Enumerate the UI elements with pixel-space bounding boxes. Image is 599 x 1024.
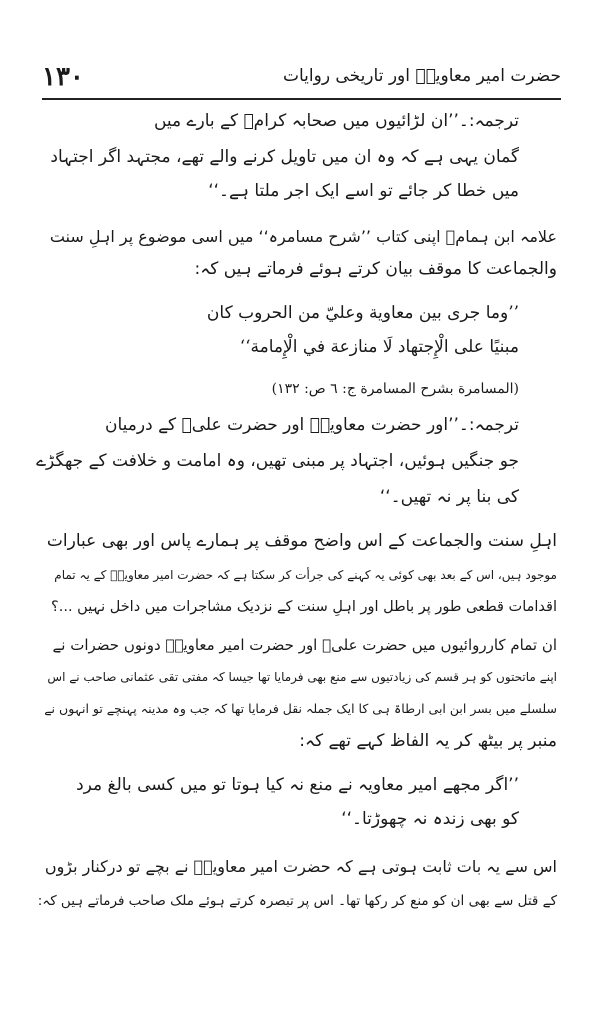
body-line: گمان یہی ہے کہ وہ ان میں تاویل کرنے والے تھے، مجتہد اگر اجتہاد <box>50 147 519 167</box>
body-line: اقدامات قطعی طور پر باطل اور اہلِ سنت کے نزدیک مشاجرات میں داخل نہیں ...؟ <box>51 599 557 615</box>
body-line: کو بھی زندہ نہ چھوڑتا۔‘‘ <box>341 809 519 829</box>
running-title: حضرت امیر معاویہؓ اور تاریخی روایات <box>282 66 561 86</box>
body-line: کے قتل سے بھی ان کو منع کر رکھا تھا۔ اس پر تبصرہ کرتے ہوئے ملک صاحب فرماتے ہیں کہ: <box>37 893 557 909</box>
page-number: ١٣٠ <box>42 62 84 92</box>
body-line: ’’اگر مجھے امیر معاویہ نے منع نہ کیا ہوتا تو میں کسی بالغ مرد <box>76 775 519 795</box>
body-line: علامہ ابن ہمامؒ اپنی کتاب ’’شرح مسامرہ‘‘ میں اسی موضوع پر اہلِ سنت <box>49 227 557 246</box>
body-line: ترجمہ:۔’’ان لڑائیوں میں صحابہ کرامؓ کے بارے میں <box>153 111 519 131</box>
body-line: میں خطا کر جائے تو اسے ایک اجر ملتا ہے۔‘‘ <box>208 181 519 201</box>
citation: (المسامرة بشرح المسامرة ج: ٦ ص: ١٣٢) <box>271 381 519 397</box>
body-line: موجود ہیں، اس کے بعد بھی کوئی یہ کہنے کی جرأت کر سکتا ہے کہ حضرت امیر معاویہؓ کے یہ تمام <box>54 568 557 582</box>
body-line: اس سے یہ بات ثابت ہوتی ہے کہ حضرت امیر معاویہؓ نے بچے تو درکنار بڑوں <box>44 857 557 876</box>
body-line: سلسلے میں بسر ابن ابی ارطاۃ ہی کا ایک جملہ نقل فرمایا تھا کہ جب وہ مدینہ پہنچے تو انہوں نے <box>44 701 557 716</box>
body-line: منبر پر بیٹھ کر یہ الفاظ کہے تھے کہ: <box>299 731 557 751</box>
body-line: اہلِ سنت والجماعت کے اس واضح موقف پر ہمارے پاس اور بھی عبارات <box>46 531 557 551</box>
body-line: والجماعت کا موقف بیان کرتے ہوئے فرماتے ہیں کہ: <box>194 259 557 279</box>
body-line: ان تمام کارروائیوں میں حضرت علیؓ اور حضرت امیر معاویہؓ دونوں حضرات نے <box>52 636 557 654</box>
body-line: کی بنا پر نہ تھیں۔‘‘ <box>379 487 519 507</box>
arabic-quote-line: مبنيًا على الْإِجتهاد لَا منازعة في الْإِمامة‘‘ <box>239 337 519 357</box>
body-line: جو جنگیں ہوئیں، اجتہاد پر مبنی تھیں، وہ امامت و خلافت کے جھگڑے <box>36 451 519 471</box>
page-header <box>42 58 561 100</box>
body-line: ترجمہ:۔’’اور حضرت معاویہؓ اور حضرت علیؓ کے درمیان <box>105 415 519 435</box>
body-line: اپنے ماتحتوں کو ہر قسم کی زیادتیوں سے منع بھی فرمایا تھا جیسا کہ مفتی تقی عثمانی صاحب نے اس <box>47 670 557 684</box>
arabic-quote-line: ’’وما جرى بين معاوية وعليّ من الحروب كان <box>206 303 519 323</box>
